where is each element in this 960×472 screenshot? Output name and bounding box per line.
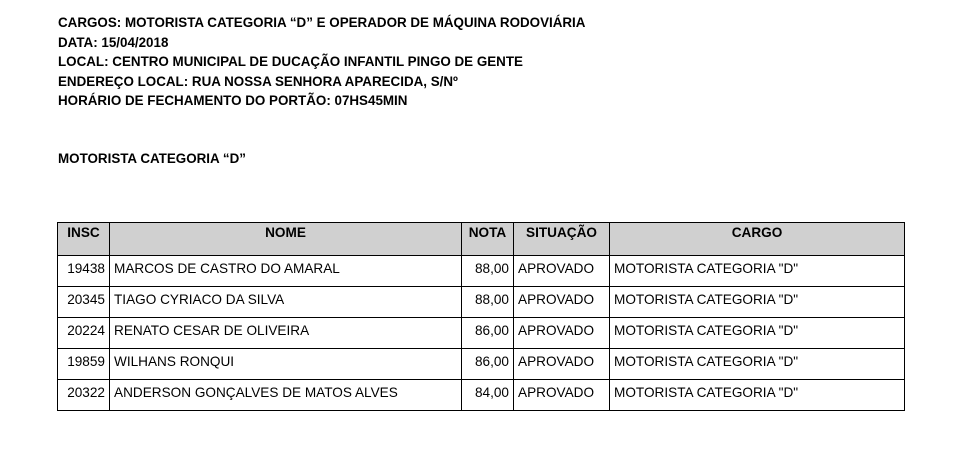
cell-insc: 20224 xyxy=(58,318,110,349)
table-row xyxy=(58,318,905,349)
table-row xyxy=(58,349,905,380)
cell-nome: MARCOS DE CASTRO DO AMARAL xyxy=(110,256,462,287)
table-row xyxy=(58,256,905,287)
cell-situacao: APROVADO xyxy=(514,318,610,349)
cell-cargo: MOTORISTA CATEGORIA "D" xyxy=(610,349,905,380)
cell-insc: 19859 xyxy=(58,349,110,380)
gate-closing-line: HORÁRIO DE FECHAMENTO DO PORTÃO: 07HS45MIN xyxy=(58,93,408,109)
cell-cargo: MOTORISTA CATEGORIA "D" xyxy=(610,256,905,287)
cell-cargo: MOTORISTA CATEGORIA "D" xyxy=(610,380,905,411)
cell-situacao: APROVADO xyxy=(514,380,610,411)
location-line: LOCAL: CENTRO MUNICIPAL DE DUCAÇÃO INFANTIL PINGO DE GENTE xyxy=(58,54,523,70)
cell-nota: 86,00 xyxy=(462,349,514,380)
cell-nome: WILHANS RONQUI xyxy=(110,349,462,380)
column-header-nota: NOTA xyxy=(462,223,514,256)
document-header xyxy=(58,13,585,111)
table-row xyxy=(58,287,905,318)
address-line: ENDEREÇO LOCAL: RUA NOSSA SENHORA APARECIDA, S/Nº xyxy=(58,73,458,89)
date-line: DATA: 15/04/2018 xyxy=(58,34,169,50)
cell-cargo: MOTORISTA CATEGORIA "D" xyxy=(610,287,905,318)
cargos-line: CARGOS: MOTORISTA CATEGORIA “D” E OPERADOR DE MÁQUINA RODOVIÁRIA xyxy=(58,15,586,30)
column-header-insc: INSC xyxy=(58,223,110,256)
cell-situacao: APROVADO xyxy=(514,256,610,287)
cell-nome: RENATO CESAR DE OLIVEIRA xyxy=(110,318,462,349)
cell-cargo: MOTORISTA CATEGORIA "D" xyxy=(610,318,905,349)
cell-nome: TIAGO CYRIACO DA SILVA xyxy=(110,287,462,318)
cell-situacao: APROVADO xyxy=(514,287,610,318)
cell-nota: 84,00 xyxy=(462,380,514,411)
cell-situacao: APROVADO xyxy=(514,349,610,380)
table-header-row xyxy=(58,223,905,256)
results-table xyxy=(57,222,905,411)
cell-insc: 20322 xyxy=(58,380,110,411)
section-title: MOTORISTA CATEGORIA “D” xyxy=(58,151,246,166)
column-header-nome: NOME xyxy=(110,223,462,256)
table-row xyxy=(58,380,905,411)
column-header-situacao: SITUAÇÃO xyxy=(514,223,610,256)
cell-nota: 88,00 xyxy=(462,287,514,318)
cell-insc: 19438 xyxy=(58,256,110,287)
column-header-cargo: CARGO xyxy=(610,223,905,256)
cell-insc: 20345 xyxy=(58,287,110,318)
cell-nota: 86,00 xyxy=(462,318,514,349)
cell-nome: ANDERSON GONÇALVES DE MATOS ALVES xyxy=(110,380,462,411)
cell-nota: 88,00 xyxy=(462,256,514,287)
